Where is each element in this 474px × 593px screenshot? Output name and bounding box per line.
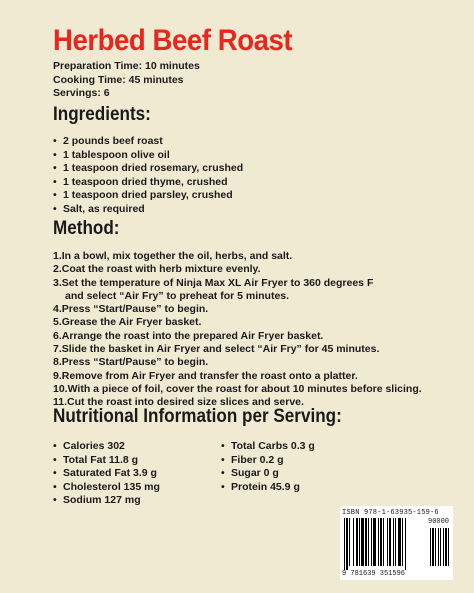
isbn-text: ISBN 978-1-63935-159-6 xyxy=(342,509,439,517)
step: 9.Remove from Air Fryer and transfer the roast onto a platter. xyxy=(53,369,358,382)
method-heading: Method: xyxy=(53,218,120,239)
step: 11.Cut the roast into desired size slices and serve. xyxy=(53,396,304,409)
step-continuation: and select “Air Fry” to preheat for 5 minutes. xyxy=(65,289,290,302)
servings: Servings: 6 xyxy=(53,87,110,99)
step: 1.In a bowl, mix together the oil, herbs, and salt. xyxy=(53,250,293,262)
step: 4.Press “Start/Pause” to begin. xyxy=(53,303,209,316)
step: 3.Set the temperature of Ninja Max XL Air Fryer to 360 degrees F xyxy=(53,276,374,289)
recipe-meta xyxy=(53,60,200,101)
list-item: • Calories 302 xyxy=(53,440,160,454)
step: 8.Press “Start/Pause” to begin. xyxy=(53,356,209,369)
list-item: • Sodium 127 mg xyxy=(53,494,160,508)
list-item: • Salt, as required xyxy=(53,203,243,217)
step: 6.Arrange the roast into the prepared Air Fryer basket. xyxy=(53,329,324,342)
list-item: • Saturated Fat 3.9 g xyxy=(53,467,160,481)
list-item: • 1 teaspoon dried thyme, crushed xyxy=(53,176,243,190)
recipe-title: Herbed Beef Roast xyxy=(53,24,293,57)
isbn-barcode xyxy=(340,506,453,580)
cook-time: Cooking Time: 45 minutes xyxy=(53,73,184,86)
step: 7.Slide the basket in Air Fryer and select “Air Fry” for 45 minutes. xyxy=(53,343,380,356)
list-item: • 1 teaspoon dried parsley, crushed xyxy=(53,189,243,203)
step: 10.With a piece of foil, cover the roast for about 10 minutes before slicing. xyxy=(53,382,422,395)
list-item: • 2 pounds beef roast xyxy=(53,135,243,149)
ingredients-list xyxy=(53,135,243,217)
nutrition-list-left xyxy=(53,440,160,508)
list-item: • Fiber 0.2 g xyxy=(221,454,315,468)
ingredients-heading: Ingredients: xyxy=(53,104,151,125)
nutrition-heading: Nutritional Information per Serving: xyxy=(53,406,342,427)
list-item: • 1 tablespoon olive oil xyxy=(53,149,243,163)
barcode-addon: 90000 xyxy=(428,518,450,526)
list-item: • Protein 45.9 g xyxy=(221,481,315,495)
list-item: • Total Fat 11.8 g xyxy=(53,454,160,468)
list-item: • 1 teaspoon dried rosemary, crushed xyxy=(53,162,243,176)
prep-time: Preparation Time: 10 minutes xyxy=(53,60,200,72)
list-item: • Total Carbs 0.3 g xyxy=(221,440,315,454)
method-steps xyxy=(53,250,422,410)
list-item: • Sugar 0 g xyxy=(221,467,315,481)
nutrition-list-right xyxy=(221,440,315,494)
list-item: • Cholesterol 135 mg xyxy=(53,481,160,495)
barcode-number: 9 781639 351596 xyxy=(342,570,406,578)
step: 5.Grease the Air Fryer basket. xyxy=(53,316,202,329)
step: 2.Coat the roast with herb mixture evenly. xyxy=(53,263,261,276)
